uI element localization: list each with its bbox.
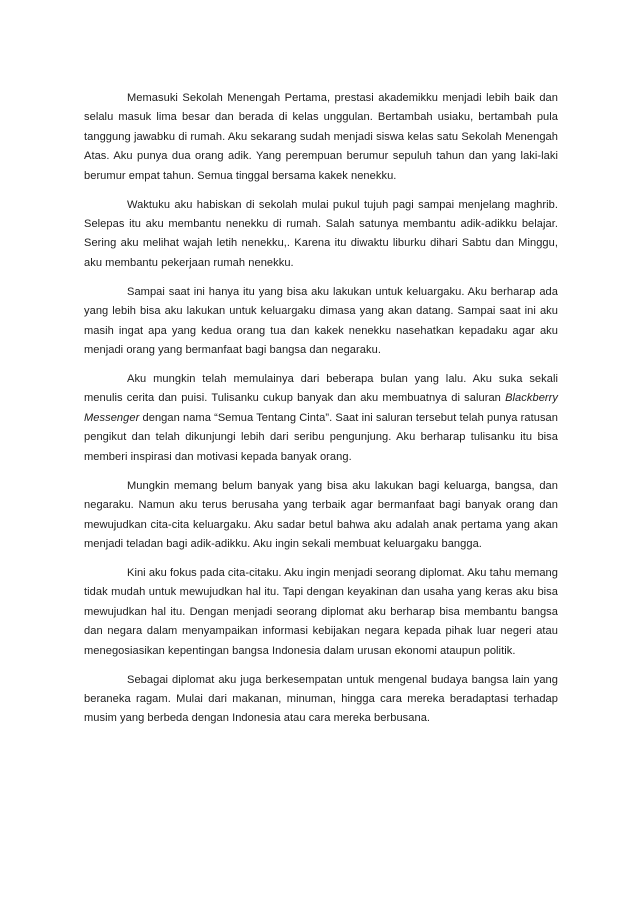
paragraph-5: Mungkin memang belum banyak yang bisa aku lakukan bagi keluarga, bangsa, dan negaraku. Namun aku terus berusaha yang terbaik agar bermanfaat bagi banyak orang dan mewujudkan cita-cita keluargaku. Aku sadar betul bahwa aku adalah anak pertama yang akan menjadi teladan bagi adik-adikku. Aku ingin sekali membuat keluargaku bangga. [84, 479, 558, 550]
paragraph-3: Sampai saat ini hanya itu yang bisa aku lakukan untuk keluargaku. Aku berharap ada yang lebih bisa aku lakukan untuk keluargaku dimasa yang akan datang. Sampai saat ini aku masih ingat apa yang kedua orang tua dan kakek nenekku nasehatkan kepadaku agar aku menjadi orang yang bermanfaat bagi bangsa dan negaraku. [84, 285, 558, 357]
paragraph-4-text-end: dengan nama “Semua Tentang Cinta”. Saat ini saluran tersebut telah punya ratusan pengikut dan telah dikunjungi lebih dari seribu pengunjung. Aku berharap tulisanku itu bisa memberi inspirasi dan motivasi kepada banyak orang. [84, 411, 558, 463]
paragraph-6: Kini aku fokus pada cita-citaku. Aku ingin menjadi seorang diplomat. Aku tahu memang tidak mudah untuk mewujudkan hal itu. Tapi dengan keyakinan dan usaha yang keras aku bisa mewujudkan hal itu. Dengan menjadi seorang diplomat aku berharap bisa membantu bangsa dan negara dalam menyampaikan informasi kebijakan negara kepada pihak luar negeri atau menegosiasikan kepentingan bangsa Indonesia dalam urusan ekonomi ataupun politik. [84, 566, 558, 657]
paragraph-4-text-start: Aku mungkin telah memulainya dari beberapa bulan yang lalu. Aku suka sekali menulis cerita dan puisi. Tulisanku cukup banyak dan aku membuatnya di saluran [84, 373, 558, 405]
paragraph-4-italic-term: Blackberry Messenger [84, 392, 558, 424]
paragraph-7: Sebagai diplomat aku juga berkesempatan untuk mengenal budaya bangsa lain yang beraneka ragam. Mulai dari makanan, minuman, hingga cara mereka beradaptasi terhadap musim yang berbeda dengan Indonesia atau cara mereka berbusana. [84, 673, 558, 725]
paragraph-2: Waktuku aku habiskan di sekolah mulai pukul tujuh pagi sampai menjelang maghrib. Selepas itu aku membantu nenekku di rumah. Salah satunya membantu adik-adikku belajar. Sering aku melihat wajah letih nenekku,. Karena itu diwaktu liburku dihari Sabtu dan Minggu, aku membantu pekerjaan rumah nenekku. [84, 198, 558, 269]
paragraph-1: Memasuki Sekolah Menengah Pertama, prestasi akademikku menjadi lebih baik dan selalu masuk lima besar dan berada di kelas unggulan. Bertambah usiaku, bertambah pula tanggung jawabku di rumah. Aku sekarang sudah menjadi siswa kelas satu Sekolah Menengah Atas. Aku punya dua orang adik. Yang perempuan berumur sepuluh tahun dan yang laki-laki berumur empat tahun. Semua tinggal bersama kakek nenekku. [84, 92, 558, 182]
paragraph-4 [84, 370, 558, 467]
